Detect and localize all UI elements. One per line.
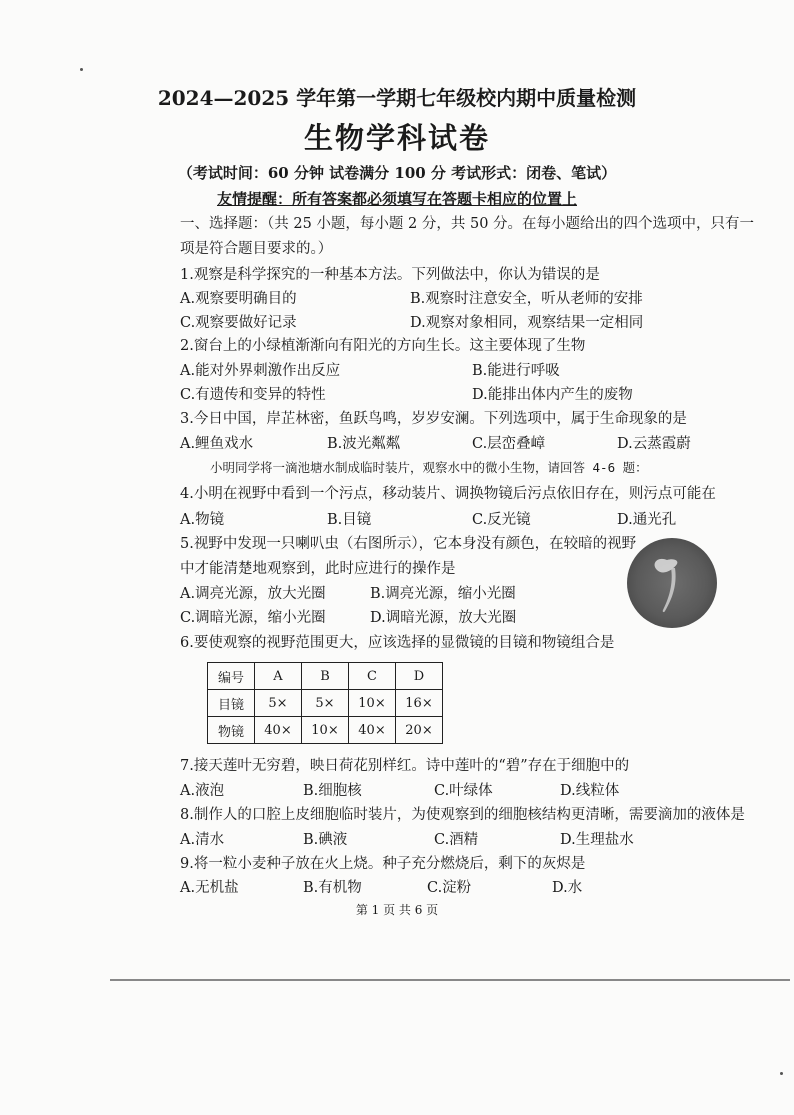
q3-option-b: B.波光粼粼 xyxy=(327,436,401,452)
q3-option-a: A.鲤鱼戏水 xyxy=(180,436,254,452)
q1-option-c: C.观察要做好记录 xyxy=(180,315,297,331)
q1-option-d: D.观察对象相同，观察结果一定相同 xyxy=(410,315,644,331)
question-9-stem: 9.将一粒小麦种子放在火上烧。种子充分燃烧后，剩下的灰烬是 xyxy=(180,856,586,872)
question-6-stem: 6.要使观察的视野范围更大，应该选择的显微镜的目镜和物镜组合是 xyxy=(180,635,615,651)
table-cell: 10× xyxy=(349,690,396,717)
microscope-lens-table xyxy=(207,662,443,744)
scan-speck xyxy=(780,1072,783,1075)
table-cell: 物镜 xyxy=(208,717,255,744)
q2-option-d: D.能排出体内产生的废物 xyxy=(472,387,633,403)
q9-option-c: C.淀粉 xyxy=(427,880,472,896)
question-7-stem: 7.接天莲叶无穷碧，映日荷花别样红。诗中莲叶的“碧”存在于细胞中的 xyxy=(180,758,630,774)
q1-option-b: B.观察时注意安全，听从老师的安排 xyxy=(410,291,643,307)
q8-option-b: B.碘液 xyxy=(303,832,348,848)
table-cell: 16× xyxy=(396,690,443,717)
q4-option-d: D.通光孔 xyxy=(617,512,677,528)
question-4-stem: 4.小明在视野中看到一个污点，移动装片、调换物镜后污点依旧存在，则污点可能在 xyxy=(180,486,716,502)
q5-option-d: D.调暗光源，放大光圈 xyxy=(370,610,517,626)
table-header-cell: B xyxy=(302,663,349,690)
q9-option-a: A.无机盐 xyxy=(180,880,239,896)
q5-option-c: C.调暗光源，缩小光圈 xyxy=(180,610,326,626)
table-row xyxy=(208,717,443,744)
table-row xyxy=(208,690,443,717)
question-5-stem-line1: 5.视野中发现一只喇叭虫（右图所示），它本身没有颜色，在较暗的视野 xyxy=(180,536,637,552)
table-cell: 5× xyxy=(302,690,349,717)
reminder-text: 友情提醒：所有答案都必须填写在答题卡相应的位置上 xyxy=(216,190,577,208)
q7-option-b: B.细胞核 xyxy=(303,783,362,799)
table-cell: 5× xyxy=(255,690,302,717)
question-5-stem-line2: 中才能清楚地观察到，此时应进行的操作是 xyxy=(180,561,456,577)
q8-option-d: D.生理盐水 xyxy=(560,832,634,848)
table-cell: 10× xyxy=(302,717,349,744)
q1-option-a: A.观察要明确目的 xyxy=(180,291,297,307)
q8-option-a: A.清水 xyxy=(180,832,225,848)
q9-option-d: D.水 xyxy=(552,880,583,896)
exam-info: （考试时间：60 分钟 试卷满分 100 分 考试形式：闭卷、笔试） xyxy=(177,164,617,182)
table-header-cell: 编号 xyxy=(208,663,255,690)
q7-option-d: D.线粒体 xyxy=(560,783,620,799)
table-header-cell: D xyxy=(396,663,443,690)
scan-speck xyxy=(80,68,83,71)
q7-option-c: C.叶绿体 xyxy=(434,783,493,799)
q2-option-a: A.能对外界刺激作出反应 xyxy=(180,363,341,379)
q7-option-a: A.液泡 xyxy=(180,783,225,799)
table-header-cell: C xyxy=(349,663,396,690)
reminder xyxy=(0,188,794,209)
q5-option-a: A.调亮光源，放大光圈 xyxy=(180,586,326,602)
question-8-stem: 8.制作人的口腔上皮细胞临时装片，为使观察到的细胞核结构更清晰，需要滴加的液体是 xyxy=(180,807,745,823)
q4-option-a: A.物镜 xyxy=(180,512,225,528)
q3-option-d: D.云蒸霞蔚 xyxy=(617,436,691,452)
divider xyxy=(110,979,790,981)
exam-header-line: 2024—2025 学年第一学期七年级校内期中质量检测 xyxy=(157,86,637,110)
table-cell: 40× xyxy=(349,717,396,744)
table-cell: 40× xyxy=(255,717,302,744)
table-header-cell: A xyxy=(255,663,302,690)
table-cell: 目镜 xyxy=(208,690,255,717)
q4-option-c: C.反光镜 xyxy=(472,512,531,528)
q8-option-c: C.酒精 xyxy=(434,832,479,848)
trumpet-animalcule-micrograph xyxy=(627,538,717,628)
question-2-stem: 2.窗台上的小绿植渐渐向有阳光的方向生长。这主要体现了生物 xyxy=(180,338,586,354)
table-header-row xyxy=(208,663,443,690)
question-3-stem: 3.今日中国，岸芷林密，鱼跃鸟鸣，岁岁安澜。下列选项中，属于生命现象的是 xyxy=(180,411,687,427)
q2-option-b: B.能进行呼吸 xyxy=(472,363,560,379)
stentor-drawing xyxy=(627,538,717,628)
question-1-stem: 1.观察是科学探究的一种基本方法。下列做法中，你认为错误的是 xyxy=(180,267,600,283)
q5-option-b: B.调亮光源，缩小光圈 xyxy=(370,586,516,602)
q9-option-b: B.有机物 xyxy=(303,880,362,896)
exam-title: 生物学科试卷 xyxy=(303,121,490,155)
q3-option-c: C.层峦叠嶂 xyxy=(472,436,546,452)
page-number: 第 1 页 共 6 页 xyxy=(355,903,439,917)
section-heading-line2: 项是符合题目要求的。） xyxy=(180,241,333,257)
section-heading-line1: 一、选择题：（共 25 小题，每小题 2 分，共 50 分。在每小题给出的四个选项中，只有一 xyxy=(180,216,755,232)
q4-option-b: B.目镜 xyxy=(327,512,372,528)
q2-option-c: C.有遗传和变异的特性 xyxy=(180,387,326,403)
table-cell: 20× xyxy=(396,717,443,744)
scenario-note: 小明同学将一滴池塘水制成临时装片，观察水中的微小生物，请回答 4-6 题： xyxy=(210,460,648,475)
